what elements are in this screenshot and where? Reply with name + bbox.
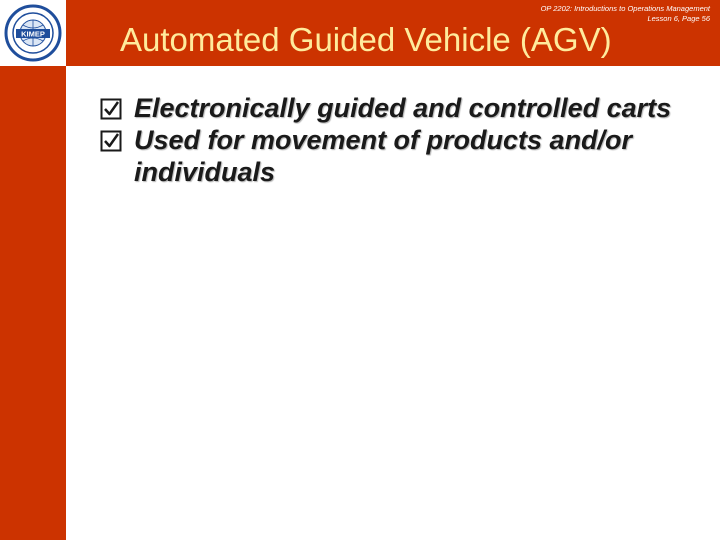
course-line-1: OP 2202: Introductions to Operations Management (540, 4, 710, 13)
checkbox-checked-icon (100, 98, 122, 120)
logo (0, 0, 66, 66)
page-title: Automated Guided Vehicle (AGV) (120, 21, 612, 58)
kimep-seal-icon (4, 4, 62, 62)
list-item (100, 124, 700, 188)
side-bar (0, 66, 66, 540)
bullet-list (100, 92, 700, 188)
checkbox-checked-icon (100, 130, 122, 152)
logo-text: KIMEP (21, 29, 45, 39)
list-item (100, 92, 700, 124)
bullet-text: Used for movement of products and/or individuals (134, 125, 633, 187)
bullet-text: Electronically guided and controlled carts (134, 93, 672, 123)
course-line-2: Lesson 6, Page 56 (647, 14, 710, 23)
